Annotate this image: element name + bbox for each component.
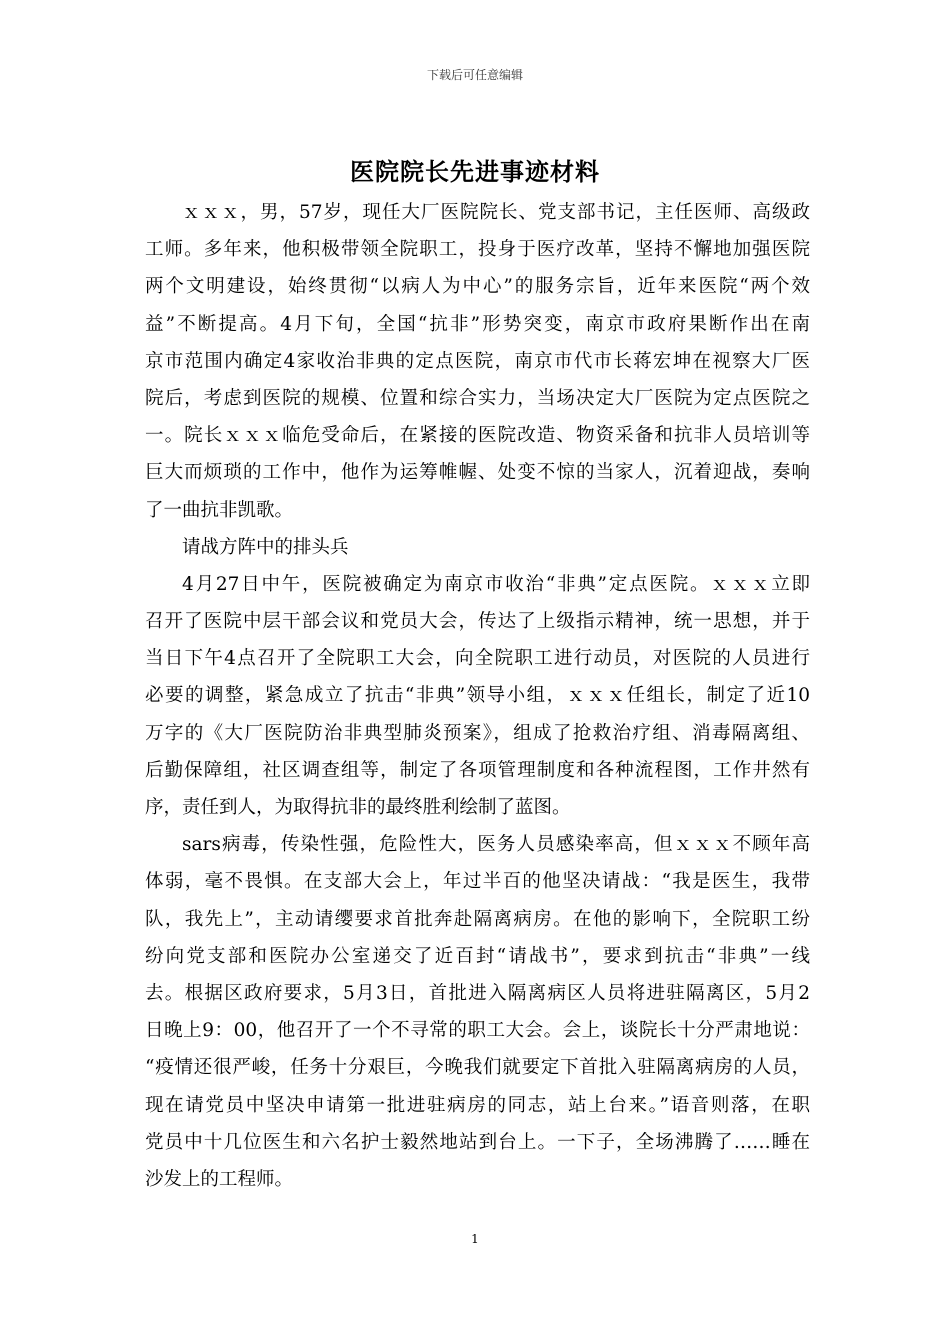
text-line: 队，我先上”，主动请缨要求首批奔赴隔离病房。在他的影响下，全院职工纷 [145, 908, 810, 930]
document-body [145, 194, 810, 1198]
text-line: 必要的调整，紧急成立了抗击“非典”领导小组，ｘｘｘ任组长，制定了近10 [145, 685, 810, 707]
page-header: 下载后可任意编辑 [426, 68, 523, 82]
text-line: 序，责任到人，为取得抗非的最终胜利绘制了蓝图。 [145, 797, 571, 818]
text-line: 当日下午4点召开了全院职工大会，向全院职工进行动员，对医院的人员进行 [145, 648, 810, 670]
text-line: 院后，考虑到医院的规模、位置和综合实力，当场决定大厂医院为定点医院之 [145, 387, 810, 409]
text-line: 沙发上的工程师。 [145, 1168, 294, 1190]
text-line: 京市范围内确定4家收治非典的定点医院，南京市代市长蒋宏坤在视察大厂医 [145, 350, 810, 372]
text-line: 4月27日中午，医院被确定为南京市收治“非典”定点医院。ｘｘｘ立即 [182, 573, 810, 595]
text-line: ｘｘｘ，男，57岁，现任大厂医院院长、党支部书记，主任医师、高级政 [182, 202, 810, 223]
text-line: 纷向党支部和医院办公室递交了近百封“请战书”，要求到抗击“非典”一线 [145, 945, 810, 967]
text-line: 两个文明建设，始终贯彻“以病人为中心”的服务宗旨，近年来医院“两个效 [145, 276, 810, 298]
text-line: 党员中十几位医生和六名护士毅然地站到台上。一下子，全场沸腾了……睡在 [145, 1131, 810, 1153]
text-line: 一。院长ｘｘｘ临危受命后，在紧接的医院改造、物资采备和抗非人员培训等 [145, 425, 810, 447]
document-title: 医院院长先进事迹材料 [350, 157, 600, 186]
text-line: 万字的《大厂医院防治非典型肺炎预案》，组成了抢救治疗组、消毒隔离组、 [145, 722, 810, 744]
text-line: 体弱，毫不畏惧。在支部大会上，年过半百的他坚决请战：“我是医生，我带 [145, 871, 810, 893]
text-line: 巨大而烦琐的工作中，他作为运筹帷幄、处变不惊的当家人，沉着迎战，奏响 [145, 462, 810, 484]
text-line: 去。根据区政府要求，5月3日，首批进入隔离病区人员将进驻隔离区，5月2 [145, 982, 810, 1004]
text-line: 现在请党员中坚决申请第一批进驻病房的同志，站上台来。”语音则落，在职 [145, 1094, 810, 1116]
text-line: sars病毒，传染性强，危险性大，医务人员感染率高，但ｘｘｘ不顾年高 [182, 834, 810, 856]
text-line: 召开了医院中层干部会议和党员大会，传达了上级指示精神，统一思想，并于 [145, 611, 810, 633]
page-number: 1 [471, 1232, 479, 1246]
text-line: 了一曲抗非凯歌。 [145, 499, 294, 521]
text-line: 后勤保障组，社区调查组等，制定了各项管理制度和各种流程图，工作井然有 [145, 759, 810, 781]
text-line: “疫情还很严峻，任务十分艰巨，今晚我们就要定下首批入驻隔离病房的人员， [145, 1057, 810, 1079]
text-line: 请战方阵中的排头兵 [182, 536, 349, 558]
text-line: 工师。多年来，他积极带领全院职工，投身于医疗改革，坚持不懈地加强医院 [145, 239, 810, 261]
text-line: 日晚上9：00，他召开了一个不寻常的职工大会。会上，谈院长十分严肃地说： [145, 1020, 810, 1042]
text-line: 益”不断提高。4月下旬，全国“抗非”形势突变，南京市政府果断作出在南 [145, 313, 810, 335]
